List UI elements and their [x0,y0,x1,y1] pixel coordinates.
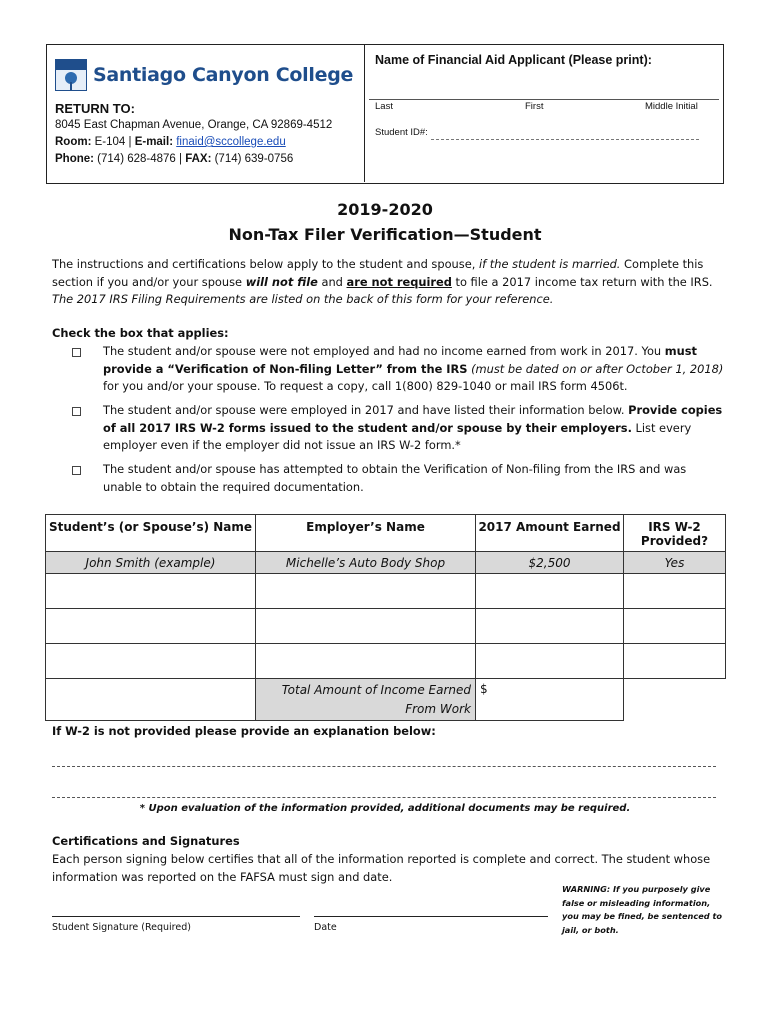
date-field[interactable] [314,916,548,917]
applicant-name-field[interactable] [369,99,719,100]
form-title: Non-Tax Filer Verification—Student [228,225,542,244]
amount-cell[interactable] [476,574,624,609]
total-label: Total Amount of Income Earned From Work [256,679,476,721]
evaluation-note: * Upon evaluation of the information provided, additional documents may be required. [139,803,631,814]
header-box [46,44,724,184]
example-student-name: John Smith (example) [46,552,256,574]
student-signature-field[interactable] [52,916,300,917]
table-row[interactable] [46,574,726,609]
return-to-label: RETURN TO: [55,101,135,116]
college-logo [55,57,353,93]
intro-paragraph: The instructions and certifications below apply to the student and spouse, if the student is married. Complete this section if you and/or your spouse will not file and are not required to file a 2017 income tax return with the IRS. The 2017 IRS Filing Requirements are listed on the back of this form for your reference. [52,257,713,306]
w2-cell[interactable] [624,574,726,609]
applicant-name-block [364,45,723,182]
option-3-text: The student and/or spouse has attempted to obtain the Verification of Non-filing from the IRS and was unable to obtain the required documentation. [103,462,687,494]
student-name-cell[interactable] [46,609,256,644]
total-blank-cell [46,679,256,721]
example-w2: Yes [624,552,726,574]
last-name-label: Last [375,101,393,112]
address: 8045 East Chapman Avenue, Orange, CA 92869-4512 [55,119,333,131]
student-name-cell[interactable] [46,574,256,609]
certifications-text: Each person signing below certifies that all of the information reported is complete and correct. The student whose information was reported on the FAFSA must sign and date. [52,852,711,884]
option-2-text: The student and/or spouse were employed in 2017 and have listed their information below. Provide copies of all 2017 IRS W-2 forms issued to the student and/or spouse by their employers. List every employer even if the employer did not issue an IRS W-2 form.* [103,403,723,452]
example-employer-name: Michelle’s Auto Body Shop [256,552,476,574]
student-name-cell[interactable] [46,644,256,679]
warning-text: WARNING: If you purposely give false or misleading information, you may be fined, be sentenced to jail, or both. [562,884,723,935]
phone-fax-line: Phone: (714) 628-4876 | FAX: (714) 639-0756 [55,153,294,165]
header-w2-provided: IRS W-2 Provided? [624,515,726,552]
table-row-example [46,552,726,574]
w2-cell[interactable] [624,609,726,644]
header-amount-earned: 2017 Amount Earned [476,515,624,552]
room-email-line: Room: E-104 | E-mail: finaid@sccollege.edu [55,136,286,148]
employer-name-cell[interactable] [256,609,476,644]
certifications-title: Certifications and Signatures [52,834,240,848]
college-name: Santiago Canyon College [93,64,354,86]
student-id-field[interactable] [431,139,699,140]
explanation-label: If W-2 is not provided please provide an explanation below: [52,724,436,738]
table-row[interactable] [46,609,726,644]
explanation-line-2[interactable] [52,797,716,798]
middle-initial-label: Middle Initial [645,101,698,112]
option-3-checkbox[interactable] [72,466,81,475]
table-row[interactable] [46,644,726,679]
option-1-text: The student and/or spouse were not employed and had no income earned from work in 2017. You must provide a “Verification of Non-filing Letter” from the IRS (must be dated on or after October 1, 2018) for you and/or your spouse. To request a copy, call 1(800) 829-1040 or mail IRS form 4506t. [103,344,724,393]
employer-name-cell[interactable] [256,644,476,679]
email-link[interactable]: finaid@sccollege.edu [176,136,286,148]
amount-cell[interactable] [476,644,624,679]
table-total-row [46,679,726,721]
employer-name-cell[interactable] [256,574,476,609]
return-address-block [47,45,363,182]
total-amount-field[interactable]: $ [476,679,624,721]
check-title: Check the box that applies: [52,326,229,340]
applicant-name-label: Name of Financial Aid Applicant (Please print): [375,53,652,67]
table-header-row [46,515,726,552]
option-1-checkbox[interactable] [72,348,81,357]
date-label: Date [314,922,337,933]
option-2-checkbox[interactable] [72,407,81,416]
explanation-line-1[interactable] [52,766,716,767]
header-employer-name: Employer’s Name [256,515,476,552]
first-name-label: First [525,101,544,112]
w2-cell[interactable] [624,644,726,679]
amount-cell[interactable] [476,609,624,644]
student-signature-label: Student Signature (Required) [52,922,191,933]
student-id-label: Student ID#: [375,127,428,138]
example-amount: $2,500 [476,552,624,574]
form-year: 2019-2020 [337,200,433,219]
college-logo-icon [55,59,87,91]
employer-table [45,514,726,721]
header-student-name: Student’s (or Spouse’s) Name [46,515,256,552]
